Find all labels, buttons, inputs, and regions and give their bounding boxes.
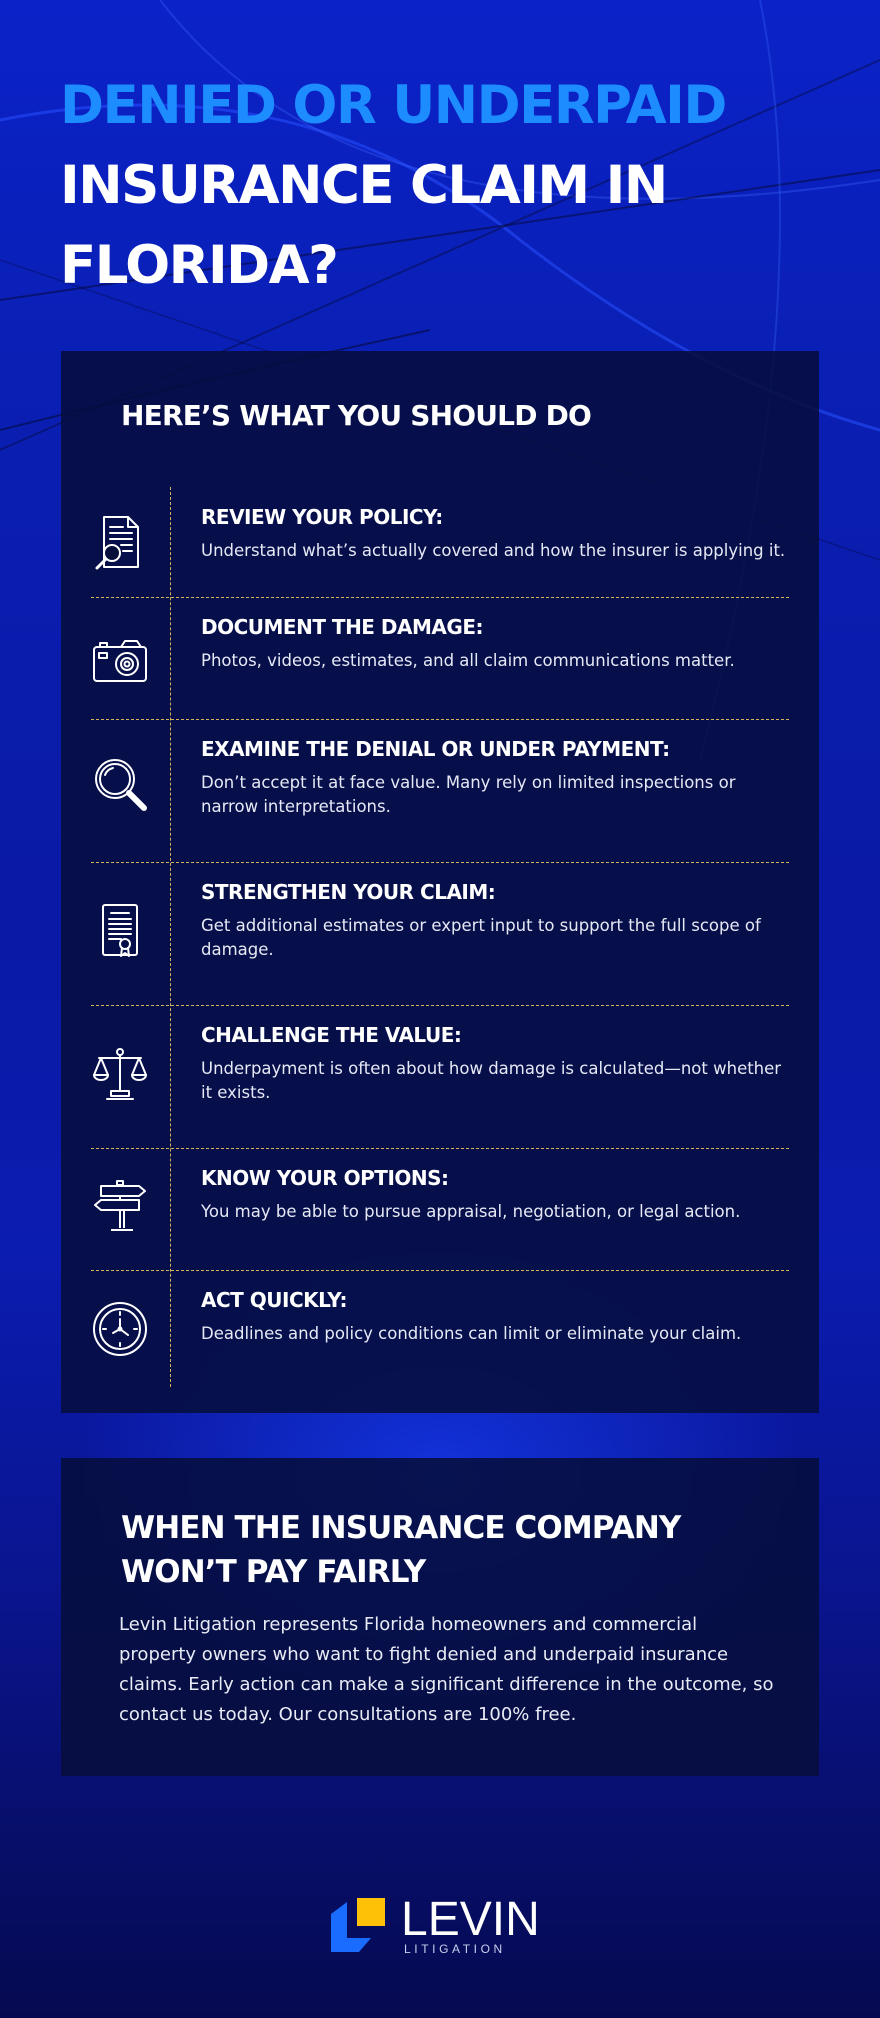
step-description: You may be able to pursue appraisal, negotiation, or legal action. — [201, 1202, 741, 1221]
closing-title: WHEN THE INSURANCE COMPANY WON’T PAY FAIRLY — [121, 1510, 681, 1590]
step-know-options — [91, 1148, 789, 1271]
step-description: Understand what’s actually covered and how the insurer is applying it. — [201, 541, 786, 560]
step-title: STRENGTHEN YOUR CLAIM: — [201, 880, 496, 904]
logo-subtitle: LITIGATION — [404, 1942, 506, 1956]
step-document-damage — [91, 597, 789, 720]
scales-icon — [91, 1045, 149, 1103]
step-title: DOCUMENT THE DAMAGE: — [201, 615, 483, 639]
step-title: REVIEW YOUR POLICY: — [201, 505, 443, 529]
step-challenge-value — [91, 1005, 789, 1149]
step-title: KNOW YOUR OPTIONS: — [201, 1166, 449, 1190]
closing-body: Levin Litigation represents Florida homeowners and commercial property owners who want to fight denied and underpaid insurance claims. Early action can make a significant difference in the outcome, so contact us today. Our consultations are 100% free. — [119, 1614, 774, 1725]
magnifying-glass-icon — [91, 755, 149, 813]
step-strengthen-claim — [91, 862, 789, 1006]
step-description: Don’t accept it at face value. Many rely on limited inspections or narrow interpretations. — [201, 773, 736, 816]
step-examine-denial — [91, 719, 789, 863]
camera-icon — [91, 633, 149, 691]
page-title-line-2: INSURANCE CLAIM IN — [60, 155, 667, 216]
page-title — [60, 66, 840, 306]
step-title: CHALLENGE THE VALUE: — [201, 1023, 462, 1047]
step-title: EXAMINE THE DENIAL OR UNDER PAYMENT: — [201, 737, 670, 761]
policy-document-icon — [91, 513, 149, 571]
step-description: Photos, videos, estimates, and all claim communications matter. — [201, 651, 735, 670]
step-title: ACT QUICKLY: — [201, 1288, 347, 1312]
certificate-icon — [91, 902, 149, 960]
step-description: Underpayment is often about how damage is calculated—not whether it exists. — [201, 1059, 782, 1102]
step-description: Get additional estimates or expert input to support the full scope of damage. — [201, 916, 761, 959]
step-description: Deadlines and policy conditions can limit or eliminate your claim. — [201, 1324, 742, 1343]
steps-card — [61, 351, 819, 1413]
page-title-line-1: DENIED OR UNDERPAID — [60, 75, 726, 136]
levin-litigation-logo — [331, 1893, 551, 1956]
logo-name: LEVIN — [401, 1893, 540, 1946]
levin-logo-mark-icon — [331, 1898, 387, 1954]
signpost-icon — [91, 1178, 149, 1236]
clock-icon — [91, 1300, 149, 1358]
closing-card — [61, 1458, 819, 1776]
step-act-quickly — [91, 1270, 789, 1387]
page-title-line-3: FLORIDA? — [60, 235, 338, 296]
step-review-policy — [91, 487, 789, 598]
steps-list — [91, 487, 789, 1387]
steps-heading: HERE’S WHAT YOU SHOULD DO — [121, 399, 592, 432]
